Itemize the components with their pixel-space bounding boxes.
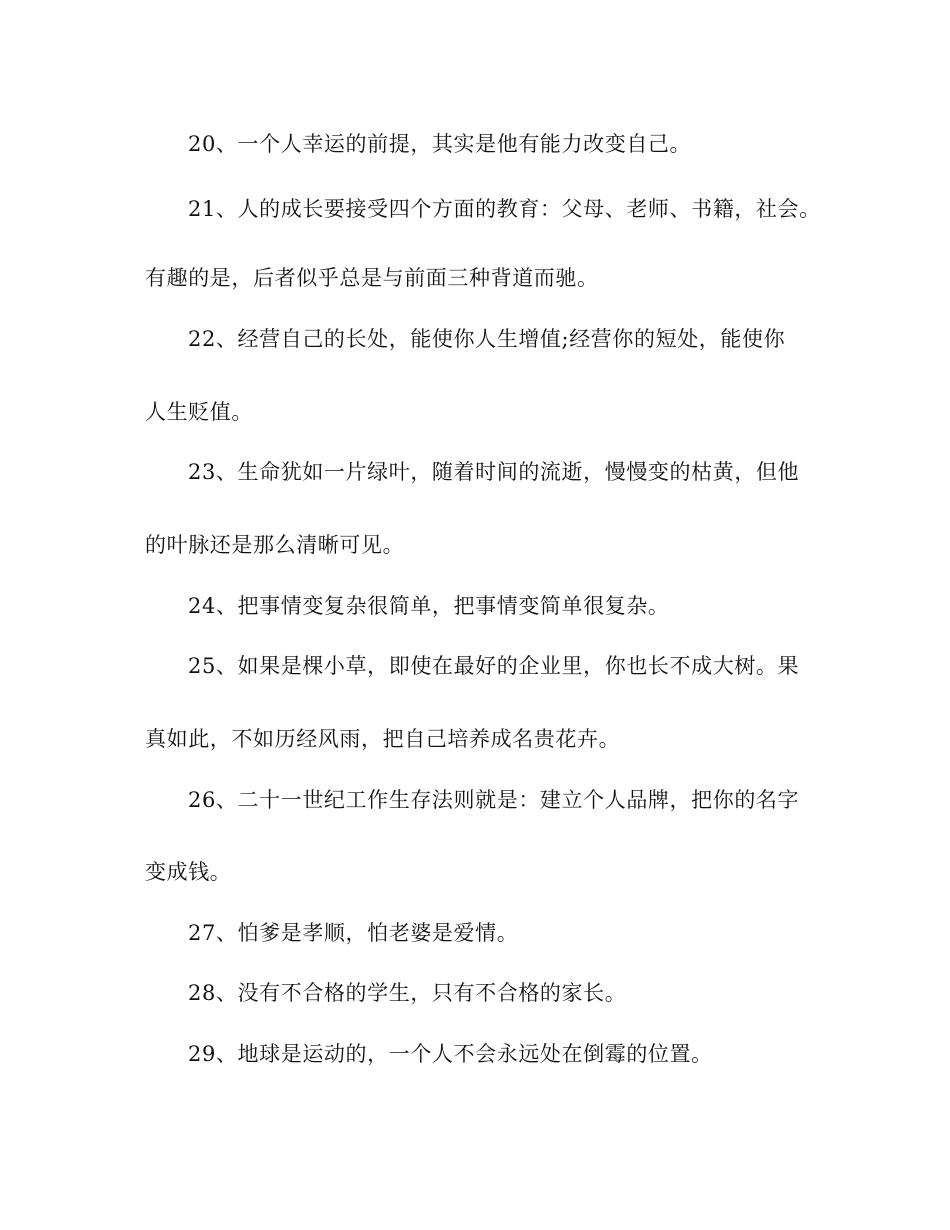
quote-27: 27、怕爹是孝顺，怕老婆是爱情。 bbox=[188, 921, 519, 945]
quote-22: 22、经营自己的长处，能使你人生增值;经营你的短处，能使你 bbox=[188, 327, 786, 351]
quote-22-continuation: 人生贬值。 bbox=[145, 400, 253, 424]
quote-26-continuation: 变成钱。 bbox=[145, 860, 232, 884]
quote-20: 20、一个人幸运的前提，其实是他有能力改变自己。 bbox=[188, 132, 692, 156]
quote-21: 21、人的成长要接受四个方面的教育：父母、老师、书籍，社会。 bbox=[188, 197, 821, 221]
quote-29: 29、地球是运动的，一个人不会永远处在倒霉的位置。 bbox=[188, 1042, 713, 1066]
quote-26: 26、二十一世纪工作生存法则就是：建立个人品牌，把你的名字 bbox=[188, 788, 800, 812]
quote-23-continuation: 的叶脉还是那么清晰可见。 bbox=[145, 533, 405, 557]
quote-25: 25、如果是棵小草，即使在最好的企业里，你也长不成大树。果 bbox=[188, 654, 800, 678]
quote-23: 23、生命犹如一片绿叶，随着时间的流逝，慢慢变的枯黄，但他 bbox=[188, 460, 800, 484]
quote-28: 28、没有不合格的学生，只有不合格的家长。 bbox=[188, 981, 627, 1005]
quote-21-continuation: 有趣的是，后者似乎总是与前面三种背道而驰。 bbox=[145, 266, 599, 290]
quote-24: 24、把事情变复杂很简单，把事情变简单很复杂。 bbox=[188, 594, 670, 618]
quote-25-continuation: 真如此，不如历经风雨，把自己培养成名贵花卉。 bbox=[145, 727, 621, 751]
